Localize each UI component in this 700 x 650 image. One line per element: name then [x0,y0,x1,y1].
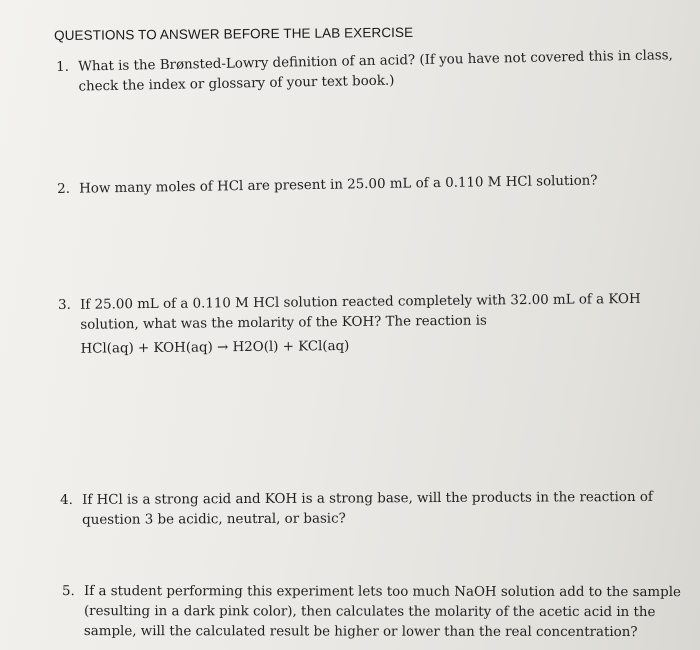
question-text-line: What is the Brønsted-Lowry definition of an acid? (If you have not covered this in class, [78,48,673,75]
question-text-line: question 3 be acidic, neutral, or basic? [82,511,346,528]
question-number: 4. [60,492,73,508]
question-number: 3. [58,297,71,313]
question-number: 5. [61,584,75,600]
question-text-line: If HCl is a strong acid and KOH is a strong base, will the products in the reaction of [82,489,653,508]
question-4 [60,488,653,531]
question-text-line: (resulting in a dark pink color), then calculates the molarity of the acetic acid in the [83,604,656,621]
question-3 [58,290,641,360]
page-title: QUESTIONS TO ANSWER BEFORE THE LAB EXERCISE [54,24,414,43]
question-text-line: If 25.00 mL of a 0.110 M HCl solution reacted completely with 32.00 mL of a KOH [80,291,641,313]
question-text-line: If a student performing this experiment lets too much NaOH solution add to the sample [83,584,681,601]
question-5 [62,582,681,643]
question-1 [56,46,673,98]
question-text-line: check the index or glossary of your text book.) [78,73,395,95]
question-number: 1. [56,59,70,75]
question-text-line: sample, will the calculated result be higher or lower than the real concentration? [83,624,638,641]
question-number: 2. [57,181,71,197]
reaction-equation: HCl(aq) + KOH(aq) → H2O(l) + KCl(aq) [80,338,350,357]
question-text-line: How many moles of HCl are present in 25.00 mL of a 0.110 M HCl solution? [79,173,598,197]
question-text-line: solution, what was the molarity of the KOH? The reaction is [80,313,487,333]
question-2 [57,172,598,200]
